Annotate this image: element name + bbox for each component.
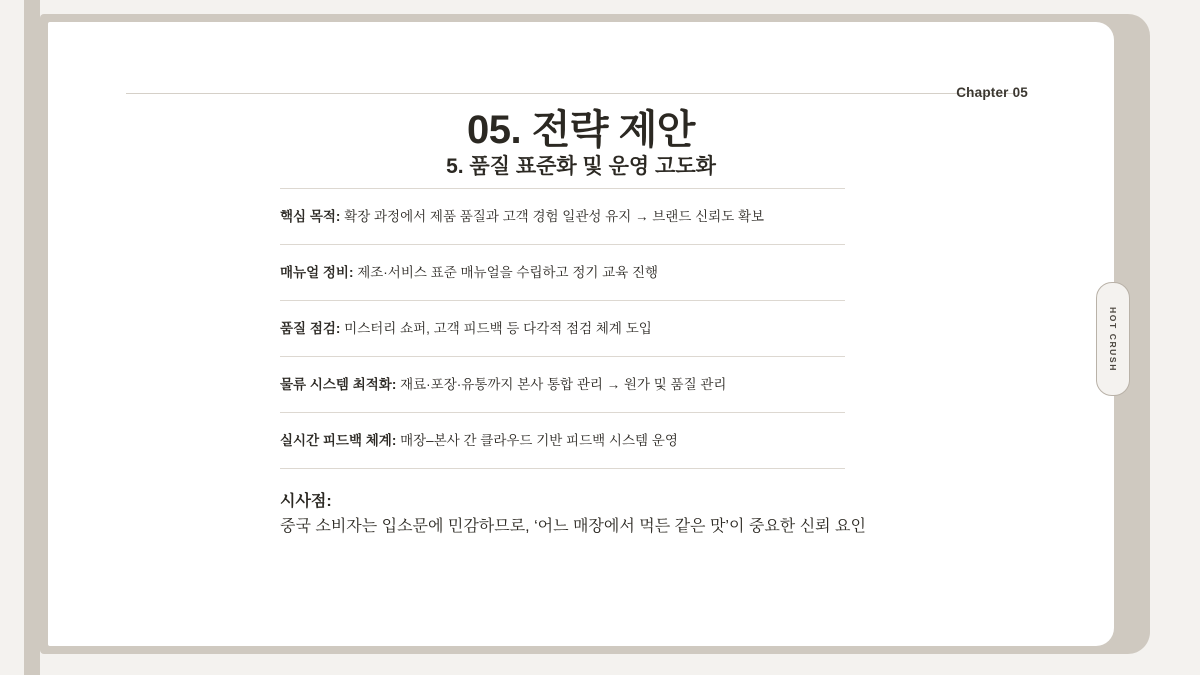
- list-item-text: [280, 301, 652, 356]
- list-item-body: 미스터리 쇼퍼, 고객 피드백 등 다각적 점검 체계 도입: [340, 321, 652, 336]
- page-subtitle: 5. 품질 표준화 및 운영 고도화: [446, 155, 716, 178]
- header-divider: [126, 93, 1016, 94]
- list-item-label: 물류 시스템 최적화:: [280, 377, 397, 392]
- chapter-label: Chapter 05: [956, 85, 1028, 100]
- page-title: 05. 전략 제안: [467, 108, 695, 152]
- list-item-text: [280, 357, 726, 412]
- list-item-text: [280, 245, 658, 300]
- list-item-body: 확장 과정에서 제품 품질과 고객 경험 일관성 유지 → 브랜드 신뢰도 확보: [340, 209, 765, 224]
- left-accent-bar: [24, 0, 40, 675]
- implication-label: 시사점:: [280, 493, 332, 510]
- list-item-body: 재료·포장·유통까지 본사 통합 관리 → 원가 및 품질 관리: [396, 377, 727, 392]
- list-item: [280, 357, 845, 413]
- list-item-text: [280, 413, 678, 468]
- list-item-body: 제조·서비스 표준 매뉴얼을 수립하고 정기 교육 진행: [353, 265, 659, 280]
- bullet-list: [280, 188, 845, 469]
- list-item-body: 매장–본사 간 클라우드 기반 피드백 시스템 운영: [396, 433, 678, 448]
- brand-tab-label: HOT CRUSH: [1108, 306, 1118, 372]
- list-item-text: [280, 189, 764, 244]
- list-item: [280, 245, 845, 301]
- list-item: [280, 188, 845, 245]
- implication-body: 중국 소비자는 입소문에 민감하므로, ‘어느 매장에서 먹든 같은 맛’이 중요한 신뢰 요인: [280, 518, 866, 535]
- list-item: [280, 413, 845, 469]
- list-item-label: 핵심 목적:: [280, 209, 341, 224]
- list-item-label: 실시간 피드백 체계:: [280, 433, 397, 448]
- list-item-label: 매뉴얼 정비:: [280, 265, 354, 280]
- implication-block: [280, 490, 1040, 540]
- brand-tab: [1096, 282, 1130, 396]
- list-item-label: 품질 점검:: [280, 321, 341, 336]
- slide-page: [48, 22, 1114, 646]
- list-item: [280, 301, 845, 357]
